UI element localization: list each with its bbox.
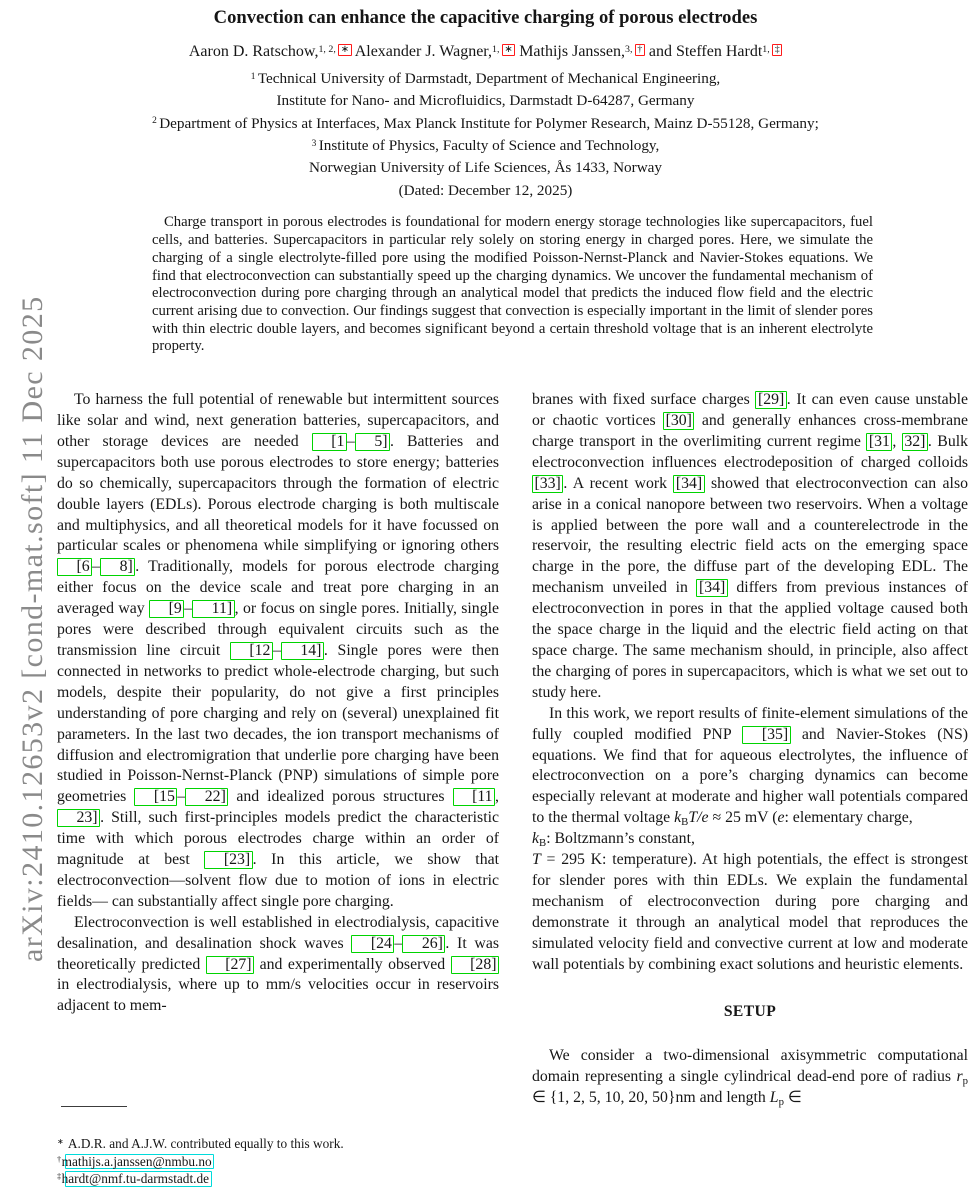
footnote-equal-contribution [57,1135,499,1153]
footnote-marker: ∗ [57,1137,64,1147]
citation-link[interactable]: 23] [57,809,100,827]
citation-link[interactable]: [23] [204,851,252,869]
setup-heading: SETUP [723,1003,777,1021]
citation-link[interactable]: 22] [185,788,228,806]
affiliations [0,68,971,179]
dated-line: (Dated: December 12, 2025) [398,182,573,200]
citation-link[interactable]: [31 [866,433,892,451]
setup-paragraph-1: We consider a two-dimensional axisymmetric computational domain representing a single cylindrical dead-end pore of radius $r_p$ ∈ {1, 2, 5, 10, 20, 50}nm and length $L_p$ ∈ [532,1047,968,1109]
citation-link[interactable]: 11] [192,600,234,618]
citation-link[interactable]: [24 [351,935,394,953]
intro-paragraph-2-continued: branes with fixed surface charges [29] . It can even cause unstable or chaotic vortices [30] and generally enhances cross-membrane charge transport in the overlimiting current regime [31 , 32] . Bulk electroconvection influences electrodeposition of charged colloids [33] . A recent work [34] showed that electroconvection can also arise in a conical nanopore between two reservoirs. When a voltage is applied between the pore wall and a counterelectrode in the reservoir, the resulting electric field acts on the emerging space charge in the pore, the diffuse part of the developing EDL. The mechanism unveiled in [34] differs from previous instances of electroconvection in pores in that the applied voltage caused both the space charge in the liquid and the electric field acting on that space charge. The same mechanism should, in principle, also affect the charging of pores in supercapacitors, which is what we set out to study here. [532,391,968,701]
intro-paragraph-2: Electroconvection is well established in electrodialysis, capacitive desalination, and desalination shock waves [24 – 26] . It was theoretically predicted [27] and experimentally observed [28] in electrodialysis, where up to mm/s velocities occur in reservoirs adjacent to mem- [57,913,499,1015]
footnote-marker: ‡ [57,1172,62,1182]
affiliation-line: Norwegian University of Life Sciences, Ås 1433, Norway [308,159,663,177]
intro-paragraph-3: In this work, we report results of finite-element simulations of the fully coupled modified PNP [35] and Navier-Stokes (NS) equations. We find that for aqueous electrolytes, the influence of electroconvection on a pore’s charging dynamics can become especially relevant at moderate and higher wall potentials compared to the thermal voltage $k_BT/e \approx 25$ mV (e: elementary charge, $k_B$: Boltzmann’s constant, T = 295 K: temperature). At high potentials, the effect is strongest for slender pores with thin EDLs. We explain the fundamental mechanism of electroconvection during pore charging and demonstrate it through an analytical model that reproduces the simulated velocity field and convective current at low and moderate wall potentials by combining exact solutions and heuristic elements. [532,704,968,973]
citation-link[interactable]: [28] [451,956,499,974]
footnote-text: A.D.R. and A.J.W. contributed equally to this work. [67,1136,344,1151]
footnote-marker-link[interactable]: ‡ [772,44,782,56]
citation-link[interactable]: [30] [663,412,694,430]
email-link[interactable]: mathijs.a.janssen@nmbu.no [65,1154,214,1170]
footnote-marker-link[interactable]: ∗ [338,44,351,56]
citation-link[interactable]: [35] [742,726,790,744]
footnote-email-hardt [57,1170,499,1188]
affiliation-line: $^2$ Department of Physics at Interfaces, Max Planck Institute for Polymer Research, Mainz D-55128, Germany; [152,114,819,132]
citation-link[interactable]: [27] [206,956,254,974]
citation-link[interactable]: [29] [755,391,786,409]
footnote-marker-link[interactable]: † [635,44,645,56]
email-link[interactable]: hardt@nmf.tu-darmstadt.de [65,1171,211,1187]
citation-link[interactable]: [33] [532,475,563,493]
footnotes [57,1096,499,1188]
citation-link[interactable]: 8] [100,558,135,576]
intro-paragraph-1: To harness the full potential of renewable but intermittent sources like solar and wind, next generation batteries, supercapacitors, and other storage devices are needed [1 – 5] . Batteries and supercapacitors both use porous electrodes to store energy; batteries do so chemically, supercapacitors through the formation of electric double layers (EDLs). Porous electrode charging is both multiscale and multiphysics, and all theoretical models for it have focussed on particular scales or phenomena while simplifying or ignoring others [6 – 8] . Traditionally, models for porous electrode charging either focus on the device scale and treat pore charging in an averaged way [9 – 11] , or focus on single pores. Initially, single pores were described through equivalent circuits such as the transmission line circuit [12 – 14] . Single pores were then connected in networks to predict whole-electrode charging, but such models, despite their popularity, do not give a first principles understanding of pore charging and rely on (several) unexplained fit parameters. In the last two decades, the ion transport mechanisms of diffusion and electromigration that underlie pore charging have been studied in Poisson-Nernst-Planck (PNP) simulations of simple pore geometries [15 – 22] and idealized porous structures [11 , 23] . Still, such first-principles models predict the characteristic time with which porous electrodes charge within an order of magnitude at best [23] . In this article, we show that electroconvection—solvent flow due to motion of ions in electric fields— can substantially affect single pore charging. [57,391,499,910]
footnote-marker: † [57,1154,62,1164]
arxiv-stamp: arXiv:2410.12653v2 [cond-mat.soft] 11 Dec 2025 [16,295,49,962]
abstract: Charge transport in porous electrodes is foundational for modern energy storage technologies like supercapacitors, fuel cells, and batteries. Supercapacitors in particular rely solely on storing energy in charged pores. Here, we simulate the charging of a single electrolyte-filled pore using the modified Poisson-Nernst-Planck and Navier-Stokes equations. We find that electroconvection can substantially speed up the charging dynamics. We uncover the fundamental mechanism of electroconvection during pore charging through an analytical model that predicts the induced flow field and the electric current arising due to convection. Our findings suggest that convection is especially important in the limit of slender pores with thin electric double layers, and becomes significant beyond a certain threshold voltage that is an inherent electrolyte property. [152,214,873,355]
affiliation-line: $^1$ Technical University of Darmstadt, Department of Mechanical Engineering, [250,70,721,87]
paper-title: Convection can enhance the capacitive charging of porous electrodes [213,7,758,28]
citation-link[interactable]: [6 [57,558,92,576]
citation-link[interactable]: [34] [673,475,704,493]
column-right [532,390,968,1196]
citation-link[interactable]: [1 [312,433,347,451]
citation-link[interactable]: 14] [281,642,324,660]
author-line: Aaron D. Ratschow,$^{1, 2,}$ ∗ Alexander J. Wagner,$^{1,}$ ∗ Mathijs Janssen,$^{3,}$ † and Steffen Hardt$^{1,}$ ‡ [0,42,971,62]
footnote-rule [61,1106,127,1107]
footnote-text [61,1171,211,1187]
citation-link[interactable]: 5] [355,433,390,451]
column-left [57,390,499,1090]
citation-link[interactable]: [34] [696,579,727,597]
citation-link[interactable]: [11 [453,788,495,806]
paper-header [0,0,971,200]
footnote-email-janssen [57,1153,499,1171]
citation-link[interactable]: 32] [902,433,928,451]
citation-link[interactable]: 26] [402,935,445,953]
footnote-marker-link[interactable]: ∗ [502,44,515,56]
footnote-text [61,1153,214,1169]
affiliation-line: Institute for Nano- and Microfluidics, Darmstadt D-64287, Germany [276,92,695,110]
citation-link[interactable]: [15 [134,788,177,806]
body-columns [0,390,971,1196]
citation-link[interactable]: [9 [149,600,184,618]
citation-link[interactable]: [12 [230,642,273,660]
affiliation-line: $^3$ Institute of Physics, Faculty of Science and Technology, [311,136,660,154]
